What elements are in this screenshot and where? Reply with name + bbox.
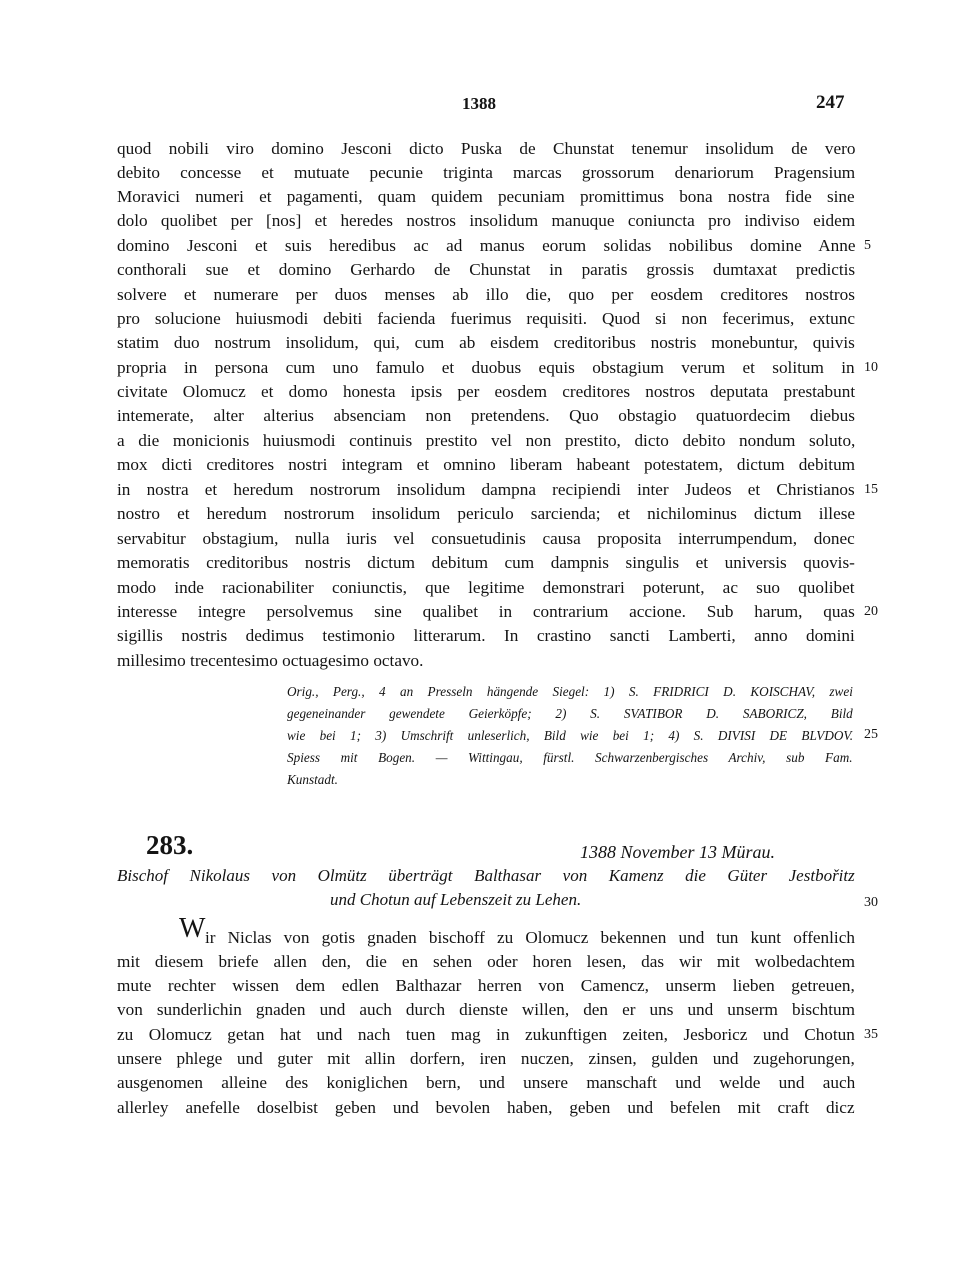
body-line: intemerate, alter alterius absenciam non pretendens. Quo obstagio quatuordecim diebus <box>117 406 855 425</box>
document-date: 1388 November 13 Mürau. <box>580 842 775 862</box>
body-line: quod nobili viro domino Jesconi dicto Puska de Chunstat tenemur insolidum de vero <box>117 139 856 158</box>
line-number: 20 <box>864 604 878 619</box>
document-number: 283. <box>146 830 194 860</box>
note-line: gegeneinander gewendete Geierköpfe; 2) S. SVATIBOR D. SABORICZ, Bild <box>287 706 853 721</box>
header-year: 1388 <box>462 94 496 113</box>
initial-letter: W <box>179 913 206 944</box>
body-line: solvere et numerare per duos menses ab illo die, quo per eosdem creditores nostros <box>117 285 855 304</box>
body-line: in nostra et heredum nostrorum insolidum dampna recipiendi inter Judeos et Christianos <box>117 480 855 499</box>
note-line: Orig., Perg., 4 an Presseln hängende Siegel: 1) S. FRIDRICI D. KOISCHAV, zwei <box>287 684 853 699</box>
text-line: von sunderlichin gnaden und auch durch dienste willen, den er uns und unserm bischtum <box>117 1000 855 1019</box>
body-line: domino Jesconi et suis heredibus ac ad manus eorum solidas nobilibus domine Anne <box>117 236 856 255</box>
body-line: a die monicionis huiusmodi continuis prestito vel non prestito, dicto debito nondum soluto, <box>117 431 856 450</box>
text-line: mute rechter wissen dem edlen Balthazar herren von Camencz, unserm lieben getreuen, <box>117 976 855 995</box>
note-line: wie bei 1; 3) Umschrift unleserlich, Bild wie bei 1; 4) S. DIVISI DE BLVDOV. <box>287 728 854 743</box>
note-line: Kunstadt. <box>287 772 338 787</box>
line-number: 5 <box>864 238 871 253</box>
body-line: civitate Olomucz et domo honesta ipsis per eosdem creditores nostros deputata prestabunt <box>117 382 856 401</box>
note-line: Spiess mit Bogen. — Wittingau, fürstl. Schwarzenbergisches Archiv, sub Fam. <box>287 750 853 765</box>
body-line: statim duo nostrum insolidum, qui, cum ab eisdem creditoribus nostris monebuntur, quivis <box>117 333 855 352</box>
body-line: memoratis creditoribus nostris dictum debitum cum dampnis singulis et universis quovis- <box>117 553 855 572</box>
text-line: ir Niclas von gotis gnaden bischoff zu Olomucz bekennen und tun kunt offenlich <box>205 928 855 947</box>
body-line: nostro et heredum nostrorum insolidum periculo sarcienda; et nichilominus dictum illese <box>117 504 856 523</box>
body-line: debito concesse et mutuate pecunie triginta marcas grossorum denariorum Pragensium <box>117 163 856 182</box>
line-number: 30 <box>864 895 878 910</box>
body-line: Moravici numeri et pagamenti, quam quidem pecuniam promittimus bona nostra fide sine <box>117 187 855 206</box>
body-line: propria in persona cum uno famulo et duobus equis obstagium verum et solitum in <box>117 358 855 377</box>
body-line: dolo quolibet per [nos] et heredes nostros insolidum manuque coniuncta pro indiviso eidem <box>117 211 856 230</box>
text-line: unsere phlege und guter mit allin dorfern, iren nuczen, zinsen, gulden und zugehorungen, <box>117 1049 855 1068</box>
body-line: servabitur obstagium, nulla iuris vel consuetudinis causa proposita interrumpendum, donec <box>117 529 855 548</box>
line-number: 25 <box>864 727 878 742</box>
body-line: mox dicti creditores nostri integram et omnino liberam habeant potestatem, dictum debitum <box>117 455 856 474</box>
text-line: ausgenomen alleine des koniglichen bern, und unsere manschaft und welde und auch <box>117 1073 856 1092</box>
body-line: pro solucione huiusmodi debiti facienda fuerimus requisiti. Quod si non fecerimus, extunc <box>117 309 855 328</box>
regest-line: Bischof Nikolaus von Olmütz überträgt Balthasar von Kamenz die Güter Jestbořitz <box>117 866 855 885</box>
body-line: conthorali sue et domino Gerhardo de Chunstat in paratis grossis dumtaxat predictis <box>117 260 856 279</box>
text-line: allerley anefelle doselbist geben und bevolen haben, geben und befelen mit craft dicz <box>117 1098 855 1117</box>
line-number: 10 <box>864 360 878 375</box>
body-line: modo inde racionabiliter coniunctis, que legitime demonstrari poterunt, ac suo quolibet <box>117 578 855 597</box>
text-line: zu Olomucz getan hat und nach tuen mag in zukunftigen zeiten, Jesboricz und Chotun <box>117 1025 855 1044</box>
line-number: 35 <box>864 1027 878 1042</box>
line-number: 15 <box>864 482 878 497</box>
body-line: interesse integre persolvemus sine qualibet in contrarium accione. Sub harum, quas <box>117 602 855 621</box>
regest-line: und Chotun auf Lebenszeit zu Lehen. <box>330 890 582 909</box>
page-number: 247 <box>816 92 845 113</box>
body-line: sigillis nostris dedimus testimonio litterarum. In crastino sancti Lamberti, anno domini <box>117 626 855 645</box>
body-line: millesimo trecentesimo octuagesimo octavo. <box>117 651 424 670</box>
text-line: mit diesem briefe allen den, die en sehen oder horen lesen, das wir mit wolbedachtem <box>117 952 855 971</box>
